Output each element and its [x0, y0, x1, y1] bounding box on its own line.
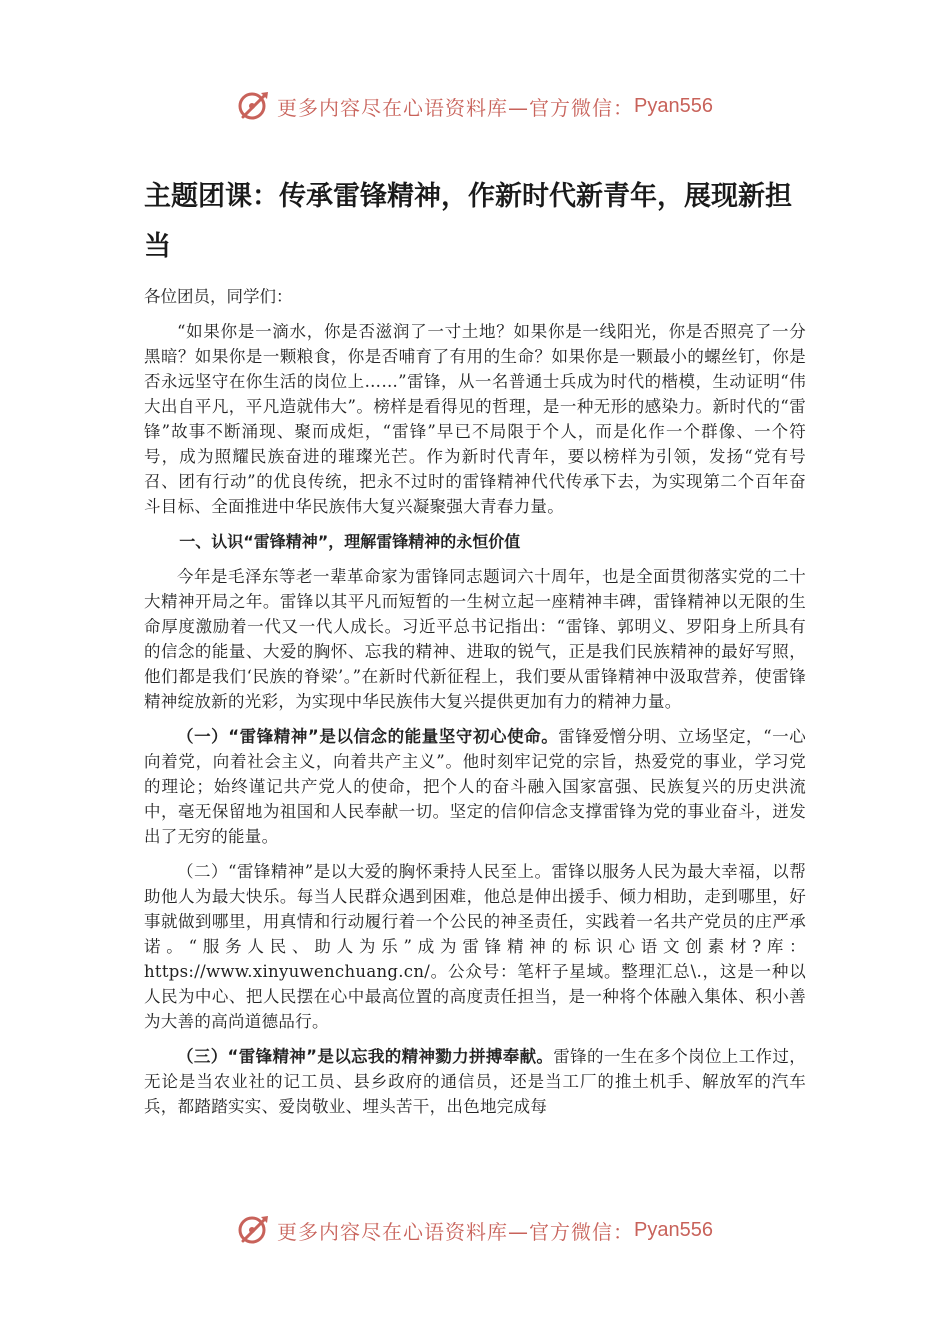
document-title: 主题团课：传承雷锋精神，作新时代新青年，展现新担当 [144, 181, 792, 262]
point3-text: 雷锋的一生在多个岗位上工作过，无论是当农业社的记工员、县乡政府的通信员，还是当工厂的推土机手、解放军的汽车兵，都踏踏实实、爱岗敬业、埋头苦干，出色地完成每 [144, 1047, 807, 1116]
pen-logo-icon [237, 89, 271, 123]
banner-text: 更多内容尽在心语资料库—官方微信： [277, 95, 635, 120]
intro-paragraph: “如果你是一滴水，你是否滋润了一寸土地？如果你是一线阳光，你是否照亮了一分黑暗？如果你是一颗粮食，你是否哺育了有用的生命？如果你是一颗最小的螺丝钉，你是否永远坚守在你生活的岗位上……”雷锋，从一名普通士兵成为时代的楷模，生动证明“伟大出自平凡，平凡造就伟大”。榜样是看得见的哲理，是一种无形的感染力。新时代的“雷锋”故事不断涌现、聚而成炬，“雷锋”早已不局限于个人，而是化作一个群像、一个符号，成为照耀民族奋进的璀璨光芒。作为新时代青年，要以榜样为引领，发扬“党有号召、团有行动”的优良传统，把永不过时的雷锋精神代代传承下去，为实现第二个百年奋斗目标、全面推进中华民族伟大复兴凝聚强大青春力量。 [144, 322, 806, 516]
point1-text: 雷锋爱憎分明、立场坚定，“一心向着党，向着社会主义，向着共产主义”。他时刻牢记党的宗旨，热爱党的事业，学习党的理论；始终谨记共产党人的使命，把个人的奋斗融入国家富强、民族复兴的历史洪流中，毫无保留地为祖国和人民奉献一切。坚定的信仰信念支撑雷锋为党的事业奋斗，迸发出了无穷的能量。 [144, 727, 807, 846]
point2-paragraph: （二）“雷锋精神”是以大爱的胸怀秉持人民至上。雷锋以服务人民为最大幸福，以帮助他人为最大快乐。每当人民群众遇到困难，他总是伸出援手、倾力相助，走到哪里，好事就做到哪里，用真情和行动履行着一个公民的神圣责任，实践着一名共产党员的庄严承诺。“服务人民、助人为乐”成为雷锋精神的标识心语文创素材?库：https://www.xinyuwenchuang.cn/。公众号：笔杆子星域。整理汇总\.，这是一种以人民为中心、把人民摆在心中最高位置的高度责任担当，是一种将个体融入集体、积小善为大善的高尚道德品行。 [144, 862, 806, 1031]
point3-lead: （三）“雷锋精神”是以忘我的精神勠力拼搏奉献。 [177, 1047, 554, 1066]
section1-paragraph: 今年是毛泽东等老一辈革命家为雷锋同志题词六十周年，也是全面贯彻落实党的二十大精神开局之年。雷锋以其平凡而短暂的一生树立起一座精神丰碑，雷锋精神以无限的生命厚度激励着一代又一代人成长。习近平总书记指出：“雷锋、郭明义、罗阳身上所具有的信念的能量、大爱的胸怀、忘我的精神、进取的锐气，正是我们民族精神的最好写照，他们都是我们‘民族的脊梁’。”在新时代新征程上，我们要从雷锋精神中汲取营养，使雷锋精神绽放新的光彩，为实现中华民族伟大复兴提供更加有力的精神力量。 [144, 567, 806, 711]
banner-text: 更多内容尽在心语资料库—官方微信： [277, 1219, 635, 1244]
point3-paragraph [144, 1044, 806, 1119]
banner-wechat-id: Pyan556 [634, 1218, 713, 1241]
footer-watermark-banner [0, 1210, 950, 1250]
header-watermark-banner [0, 86, 950, 126]
document-body [144, 172, 806, 1129]
point1-lead: （一）“雷锋精神”是以信念的能量坚守初心使命。 [177, 727, 559, 746]
banner-wechat-id: Pyan556 [634, 94, 713, 117]
pen-logo-icon [237, 1213, 271, 1247]
greeting: 各位团员，同学们： [144, 287, 293, 306]
point1-paragraph [144, 724, 806, 849]
section-heading-1: 一、认识“雷锋精神”，理解雷锋精神的永恒价值 [179, 532, 521, 551]
